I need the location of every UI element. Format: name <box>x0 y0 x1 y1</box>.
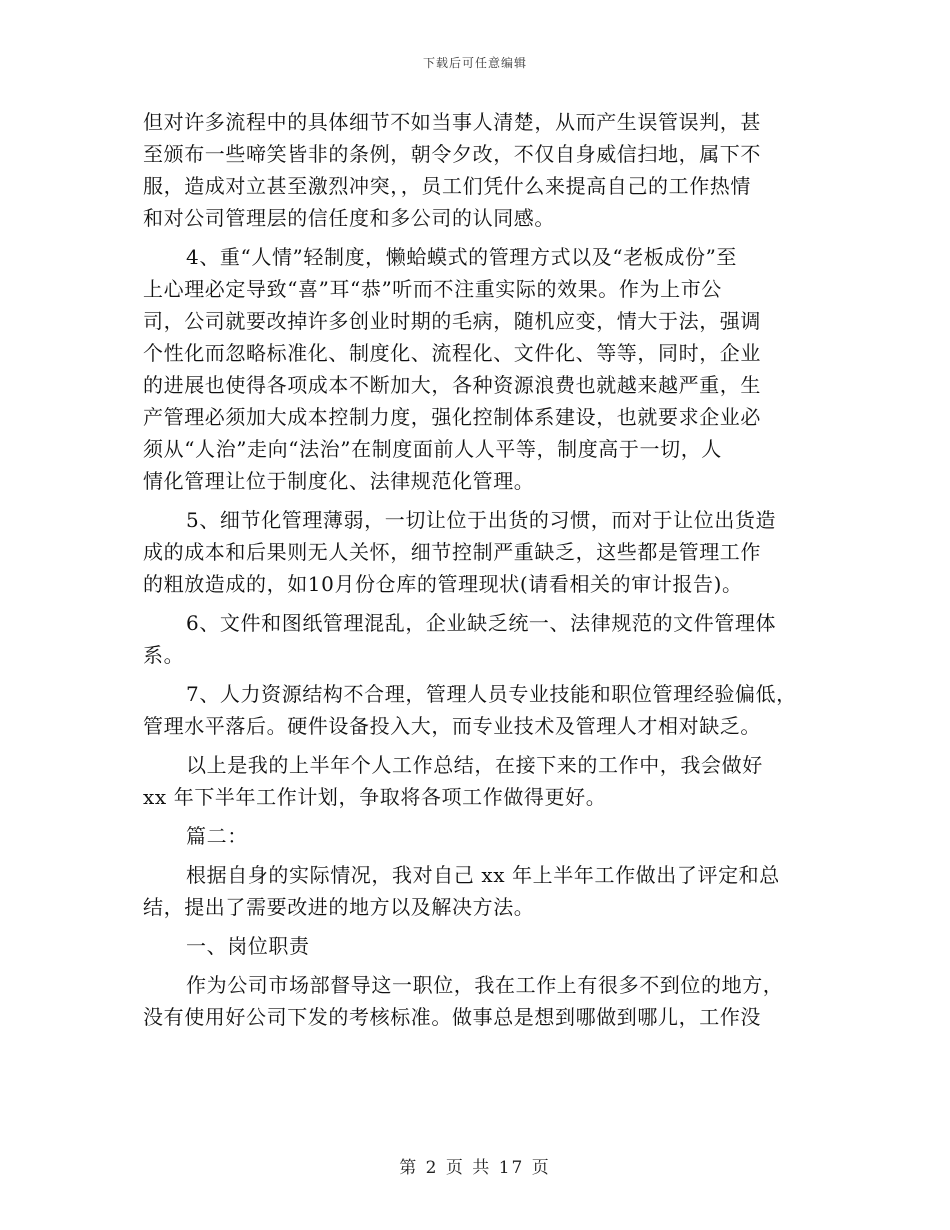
paragraph-7 <box>143 859 823 923</box>
text-line: 的粗放造成的，如10月份仓库的管理现状(请看相关的审计报告)。 <box>143 572 743 596</box>
paragraph-3 <box>143 504 823 600</box>
text-line: 篇二： <box>186 824 248 848</box>
document-body <box>143 106 823 1033</box>
text-line: 和对公司管理层的信任度和多公司的认同感。 <box>143 206 555 230</box>
paragraph-2 <box>143 241 823 497</box>
paragraph-1 <box>143 106 823 234</box>
page-header: 下载后可任意编辑 <box>422 56 527 70</box>
text-line: 一、岗位职责 <box>186 934 310 958</box>
text-line: 产管理必须加大成本控制力度，强化控制体系建设，也就要求企业必 <box>143 405 761 429</box>
text-line: 但对许多流程中的具体细节不如当事人清楚，从而产生误管误判，甚 <box>143 110 761 134</box>
paragraph-8 <box>143 969 823 1033</box>
text-line: 7、人力资源结构不合理，管理人员专业技能和职位管理经验偏低， <box>186 682 797 706</box>
text-line: 5、细节化管理薄弱，一切让位于出货的习惯，而对于让位出货造 <box>186 508 777 532</box>
section-heading-part-two <box>143 820 823 852</box>
text-line: 个性化而忽略标准化、制度化、流程化、文件化、等等，同时，企业 <box>143 341 761 365</box>
text-line: 服，造成对立甚至激烈冲突，，员工们凭什么来提高自己的工作热情 <box>143 174 751 198</box>
text-line: 的进展也使得各项成本不断加大，各种资源浪费也就越来越严重，生 <box>143 373 761 397</box>
page-number-footer: 第 2 页 共 17 页 <box>399 1158 551 1178</box>
text-line: 没有使用好公司下发的考核标准。做事总是想到哪做到哪儿，工作没 <box>143 1005 761 1029</box>
text-line: 成的成本和后果则无人关怀，细节控制严重缺乏，这些都是管理工作 <box>143 540 761 564</box>
paragraph-4 <box>143 607 823 671</box>
text-line: xx 年下半年工作计划，争取将各项工作做得更好。 <box>143 785 607 809</box>
text-line: 司，公司就要改掉许多创业时期的毛病，随机应变，情大于法，强调 <box>143 309 761 333</box>
text-line: 结，提出了需要改进的地方以及解决方法。 <box>143 895 535 919</box>
text-line: 情化管理让位于制度化、法律规范化管理。 <box>143 469 535 493</box>
text-line: 作为公司市场部督导这一职位，我在工作上有很多不到位的地方， <box>186 973 784 997</box>
text-line: 须从“人治”走向“法治”在制度面前人人平等，制度高于一切，人 <box>143 437 722 461</box>
text-line: 至颁布一些啼笑皆非的条例，朝令夕改，不仅自身威信扫地，属下不 <box>143 142 761 166</box>
paragraph-5 <box>143 678 823 742</box>
text-line: 4、重“人情”轻制度，懒蛤蟆式的管理方式以及“老板成份”至 <box>186 245 738 269</box>
text-line: 6、文件和图纸管理混乱，企业缺乏统一、法律规范的文件管理体 <box>186 611 777 635</box>
text-line: 根据自身的实际情况，我对自己 xx 年上半年工作做出了评定和总 <box>186 863 780 887</box>
text-line: 上心理必定导致“喜”耳“恭”听而不注重实际的效果。作为上市公 <box>143 277 722 301</box>
text-line: 管理水平落后。硬件设备投入大，而专业技术及管理人才相对缺乏。 <box>143 714 761 738</box>
text-line: 以上是我的上半年个人工作总结，在接下来的工作中，我会做好 <box>186 753 763 777</box>
section-heading-job-duties <box>143 930 823 962</box>
paragraph-6 <box>143 749 823 813</box>
text-line: 系。 <box>143 643 185 667</box>
